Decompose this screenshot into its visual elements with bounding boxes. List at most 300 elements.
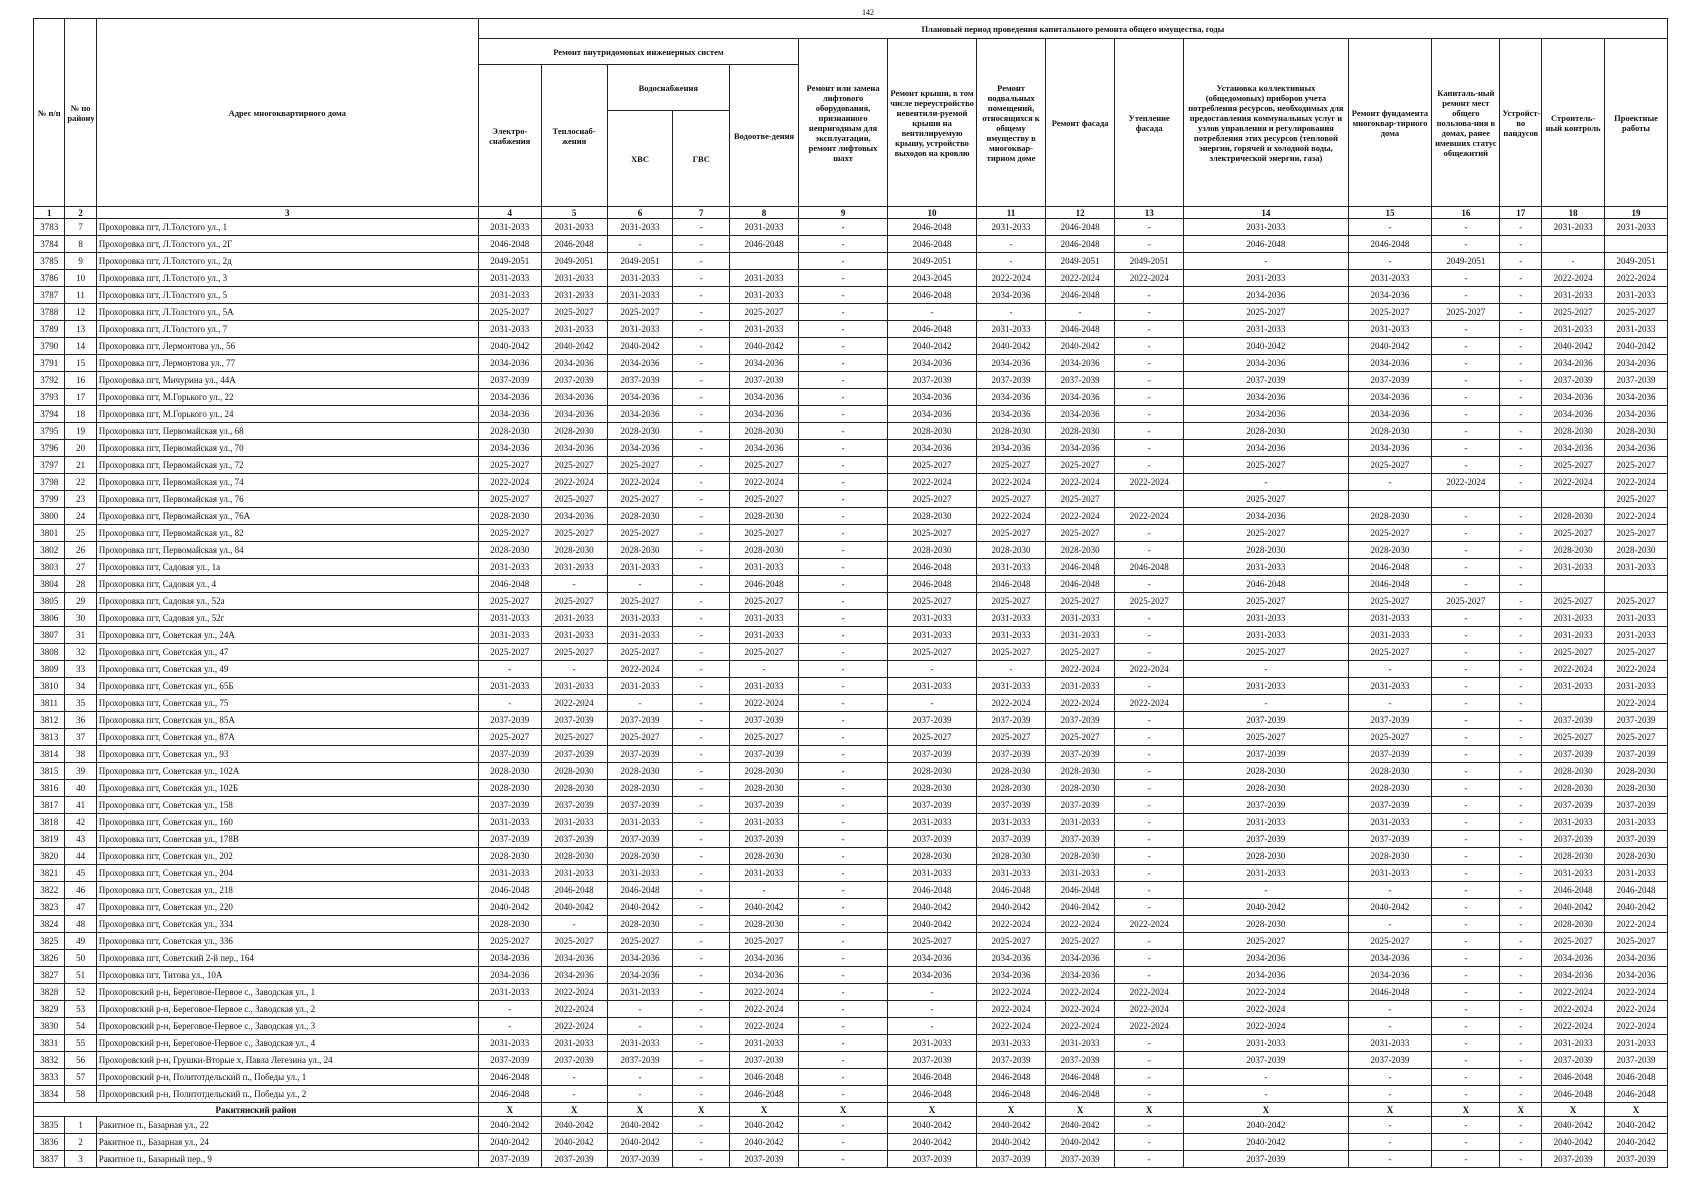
period-cell: 2037-2039 (541, 797, 607, 814)
period-cell: 2025-2027 (730, 525, 799, 542)
row-number: 3785 (34, 253, 65, 270)
table-row (34, 406, 1668, 423)
period-cell: 2031-2033 (607, 321, 673, 338)
column-number-row (34, 207, 1668, 219)
address-cell: Прохоровка пгт, Советская ул., 49 (96, 661, 478, 678)
period-cell: - (1184, 882, 1348, 899)
period-cell: - (1115, 338, 1184, 355)
period-cell: 2049-2051 (888, 253, 977, 270)
period-cell: - (1500, 372, 1542, 389)
period-cell: 2034-2036 (730, 440, 799, 457)
period-cell: 2031-2033 (730, 814, 799, 831)
period-cell: 2022-2024 (977, 984, 1046, 1001)
period-cell: 2040-2042 (977, 1117, 1046, 1134)
period-cell: - (673, 287, 730, 304)
period-cell: 2046-2048 (1184, 236, 1348, 253)
period-cell: - (1432, 882, 1500, 899)
period-cell: 2034-2036 (1184, 389, 1348, 406)
period-cell: - (673, 967, 730, 984)
period-cell: 2046-2048 (1046, 882, 1115, 899)
period-cell: 2025-2027 (1605, 457, 1668, 474)
period-cell: - (1432, 287, 1500, 304)
table-row (34, 1117, 1668, 1134)
period-cell: - (1500, 389, 1542, 406)
period-cell: - (1115, 967, 1184, 984)
period-cell: - (673, 848, 730, 865)
period-cell: - (541, 916, 607, 933)
period-cell: 2034-2036 (1046, 406, 1115, 423)
period-cell: 2028-2030 (607, 508, 673, 525)
row-number: 3837 (34, 1151, 65, 1168)
table-row (34, 797, 1668, 814)
address-cell: Прохоровка пгт, Советская ул., 336 (96, 933, 478, 950)
period-cell: 2046-2048 (1348, 559, 1432, 576)
period-cell: 2046-2048 (1605, 1086, 1668, 1103)
period-cell: 2022-2024 (977, 508, 1046, 525)
address-cell: Прохоровка пгт, Первомайская ул., 82 (96, 525, 478, 542)
period-cell: - (799, 389, 888, 406)
row-number: 3792 (34, 372, 65, 389)
address-cell: Прохоровка пгт, Советская ул., 178В (96, 831, 478, 848)
period-cell: 2025-2027 (1348, 729, 1432, 746)
period-cell: 2037-2039 (478, 372, 541, 389)
period-cell: 2031-2033 (977, 321, 1046, 338)
period-cell: 2034-2036 (730, 950, 799, 967)
row-number: 3806 (34, 610, 65, 627)
period-cell: 2046-2048 (541, 882, 607, 899)
period-cell: - (1432, 576, 1500, 593)
period-cell: 2022-2024 (1115, 1001, 1184, 1018)
district-number: 12 (65, 304, 96, 321)
period-cell: 2040-2042 (1605, 1117, 1668, 1134)
period-cell: 2037-2039 (1348, 746, 1432, 763)
period-cell: - (1115, 389, 1184, 406)
period-cell: - (1115, 814, 1184, 831)
period-cell: 2022-2024 (1605, 916, 1668, 933)
period-cell: 2031-2033 (1542, 1035, 1605, 1052)
period-cell: 2028-2030 (888, 508, 977, 525)
period-cell: 2034-2036 (607, 950, 673, 967)
period-cell: - (1115, 423, 1184, 440)
address-cell: Прохоровка пгт, Лермонтова ул., 56 (96, 338, 478, 355)
period-cell: 2037-2039 (607, 1052, 673, 1069)
period-cell: - (1115, 1151, 1184, 1168)
period-cell: - (1432, 338, 1500, 355)
period-cell: 2040-2042 (977, 1134, 1046, 1151)
address-cell: Прохоровский р-н, Грушки-Вторые х, Павла Легезина ул., 24 (96, 1052, 478, 1069)
row-number: 3824 (34, 916, 65, 933)
period-cell: - (799, 576, 888, 593)
period-cell: - (673, 1086, 730, 1103)
period-cell: 2025-2027 (478, 933, 541, 950)
period-cell: 2046-2048 (1348, 236, 1432, 253)
period-cell: 2025-2027 (1605, 644, 1668, 661)
period-cell: 2022-2024 (977, 270, 1046, 287)
period-cell: 2031-2033 (478, 321, 541, 338)
period-cell: 2040-2042 (1046, 899, 1115, 916)
period-cell: - (1500, 610, 1542, 627)
row-number: 3818 (34, 814, 65, 831)
period-cell: - (541, 1086, 607, 1103)
period-cell: - (799, 1134, 888, 1151)
period-cell: - (799, 355, 888, 372)
period-cell: 2037-2039 (1184, 1151, 1348, 1168)
period-cell: 2028-2030 (730, 848, 799, 865)
district-number: 18 (65, 406, 96, 423)
period-cell: - (1500, 423, 1542, 440)
period-cell: 2037-2039 (1184, 372, 1348, 389)
period-cell: 2040-2042 (1542, 1134, 1605, 1151)
period-cell: - (673, 763, 730, 780)
period-cell: 2031-2033 (1046, 610, 1115, 627)
period-cell: - (1432, 270, 1500, 287)
district-number: 31 (65, 627, 96, 644)
table-row (34, 593, 1668, 610)
period-cell: - (1432, 542, 1500, 559)
period-cell: - (673, 1069, 730, 1086)
period-cell: - (1500, 1134, 1542, 1151)
period-cell: 2028-2030 (730, 542, 799, 559)
period-cell: 2037-2039 (888, 1052, 977, 1069)
period-cell: 2025-2027 (1348, 304, 1432, 321)
period-cell: - (673, 661, 730, 678)
period-cell: - (1500, 559, 1542, 576)
row-number: 3823 (34, 899, 65, 916)
period-cell: 2034-2036 (1184, 440, 1348, 457)
period-cell: 2031-2033 (977, 610, 1046, 627)
period-cell: 2046-2048 (888, 882, 977, 899)
row-number: 3789 (34, 321, 65, 338)
period-cell: 2037-2039 (478, 1052, 541, 1069)
period-cell: 2025-2027 (607, 933, 673, 950)
period-cell: 2034-2036 (1348, 440, 1432, 457)
period-cell: - (888, 695, 977, 712)
period-cell: 2037-2039 (1046, 712, 1115, 729)
period-cell: - (799, 338, 888, 355)
address-cell: Прохоровка пгт, Первомайская ул., 84 (96, 542, 478, 559)
period-cell: - (1115, 457, 1184, 474)
period-cell: - (673, 457, 730, 474)
period-cell: - (888, 304, 977, 321)
period-cell: - (799, 848, 888, 865)
period-cell: - (673, 304, 730, 321)
district-number: 44 (65, 848, 96, 865)
period-cell: 2046-2048 (977, 1069, 1046, 1086)
address-cell: Прохоровка пгт, Садовая ул., 1а (96, 559, 478, 576)
period-cell: 2025-2027 (607, 729, 673, 746)
district-number: 20 (65, 440, 96, 457)
district-mark: Х (478, 1103, 541, 1117)
period-cell: - (1500, 678, 1542, 695)
period-cell: - (1115, 576, 1184, 593)
period-cell: 2034-2036 (1184, 950, 1348, 967)
row-number: 3835 (34, 1117, 65, 1134)
district-number: 58 (65, 1086, 96, 1103)
period-cell: 2025-2027 (1605, 593, 1668, 610)
period-cell: 2025-2027 (1348, 593, 1432, 610)
table-row (34, 236, 1668, 253)
address-cell: Прохоровка пгт, Советская ул., 158 (96, 797, 478, 814)
period-cell: - (673, 406, 730, 423)
period-cell: 2031-2033 (1605, 321, 1668, 338)
period-cell: - (1184, 1069, 1348, 1086)
period-cell: 2025-2027 (1046, 644, 1115, 661)
table-row (34, 950, 1668, 967)
period-cell: 2022-2024 (541, 1018, 607, 1035)
period-cell: - (799, 1035, 888, 1052)
period-cell: - (1500, 882, 1542, 899)
period-cell: - (673, 508, 730, 525)
period-cell: 2031-2033 (607, 610, 673, 627)
period-cell: - (1500, 542, 1542, 559)
period-cell: - (1432, 355, 1500, 372)
period-cell: 2034-2036 (977, 440, 1046, 457)
period-cell: 2043-2045 (888, 270, 977, 287)
period-cell: - (1115, 355, 1184, 372)
period-cell: 2046-2048 (977, 882, 1046, 899)
row-number: 3805 (34, 593, 65, 610)
table-row (34, 219, 1668, 236)
period-cell: - (607, 1086, 673, 1103)
period-cell: 2025-2027 (541, 491, 607, 508)
period-cell: 2025-2027 (1184, 525, 1348, 542)
address-cell: Прохоровка пгт, Л.Толстого ул., 2Г (96, 236, 478, 253)
period-cell: 2037-2039 (607, 712, 673, 729)
address-cell: Прохоровка пгт, Советский 2-й пер., 164 (96, 950, 478, 967)
period-cell: - (799, 899, 888, 916)
period-cell: 2037-2039 (607, 797, 673, 814)
period-cell: - (799, 270, 888, 287)
period-cell: - (799, 406, 888, 423)
period-cell: 2022-2024 (1605, 1001, 1668, 1018)
period-cell: 2025-2027 (478, 491, 541, 508)
period-cell: - (607, 695, 673, 712)
period-cell: 2040-2042 (541, 1117, 607, 1134)
period-cell: - (799, 780, 888, 797)
district-number: 2 (65, 1134, 96, 1151)
period-cell: 2031-2033 (1605, 814, 1668, 831)
period-cell: 2031-2033 (607, 559, 673, 576)
period-cell: - (1348, 253, 1432, 270)
period-cell: - (673, 219, 730, 236)
period-cell: - (799, 712, 888, 729)
period-cell: 2022-2024 (1184, 984, 1348, 1001)
period-cell: - (1115, 287, 1184, 304)
period-cell: 2037-2039 (1542, 1052, 1605, 1069)
address-cell: Прохоровка пгт, Л.Толстого ул., 7 (96, 321, 478, 338)
district-number: 54 (65, 1018, 96, 1035)
period-cell: - (799, 372, 888, 389)
district-number: 52 (65, 984, 96, 1001)
period-cell: - (799, 1117, 888, 1134)
period-cell: 2025-2027 (1348, 525, 1432, 542)
district-number: 50 (65, 950, 96, 967)
period-cell: - (673, 712, 730, 729)
period-cell: - (799, 661, 888, 678)
district-mark: Х (673, 1103, 730, 1117)
period-cell: 2025-2027 (1046, 457, 1115, 474)
address-cell: Прохоровский р-н, Политотдельский п., Победы ул., 1 (96, 1069, 478, 1086)
period-cell: - (673, 882, 730, 899)
row-number: 3817 (34, 797, 65, 814)
district-row (34, 1103, 1668, 1117)
period-cell: - (977, 661, 1046, 678)
period-cell: 2022-2024 (1046, 661, 1115, 678)
period-cell: - (1500, 848, 1542, 865)
period-cell: 2022-2024 (607, 661, 673, 678)
period-cell: 2037-2039 (607, 831, 673, 848)
period-cell: 2034-2036 (541, 406, 607, 423)
period-cell: - (1348, 219, 1432, 236)
period-cell: 2025-2027 (730, 933, 799, 950)
address-cell: Прохоровка пгт, Первомайская ул., 70 (96, 440, 478, 457)
period-cell: 2028-2030 (478, 423, 541, 440)
period-cell: 2046-2048 (888, 219, 977, 236)
period-cell: 2031-2033 (607, 219, 673, 236)
period-cell: - (1184, 253, 1348, 270)
period-cell: - (799, 1069, 888, 1086)
period-cell: 2031-2033 (541, 219, 607, 236)
period-cell: - (673, 695, 730, 712)
period-cell: 2025-2027 (1542, 525, 1605, 542)
table-row (34, 831, 1668, 848)
period-cell: 2049-2051 (1115, 253, 1184, 270)
table-row (34, 270, 1668, 287)
period-cell: - (1432, 729, 1500, 746)
period-cell: - (1432, 695, 1500, 712)
period-cell: 2034-2036 (1184, 355, 1348, 372)
table-row (34, 899, 1668, 916)
period-cell (1542, 576, 1605, 593)
district-number: 22 (65, 474, 96, 491)
period-cell: - (607, 1069, 673, 1086)
period-cell: 2025-2027 (1605, 304, 1668, 321)
period-cell: - (1432, 1035, 1500, 1052)
period-cell: - (799, 219, 888, 236)
period-cell: 2022-2024 (888, 474, 977, 491)
period-cell: 2028-2030 (977, 542, 1046, 559)
period-cell: - (1432, 559, 1500, 576)
period-cell: 2040-2042 (1046, 338, 1115, 355)
period-cell: - (1500, 780, 1542, 797)
period-cell: 2037-2039 (730, 831, 799, 848)
period-cell: 2022-2024 (1542, 984, 1605, 1001)
period-cell: - (673, 525, 730, 542)
period-cell: 2046-2048 (1348, 576, 1432, 593)
period-cell (1115, 491, 1184, 508)
period-cell: - (673, 729, 730, 746)
period-cell: 2040-2042 (1184, 899, 1348, 916)
period-cell: 2028-2030 (1046, 780, 1115, 797)
column-number: 13 (1115, 207, 1184, 219)
period-cell: 2031-2033 (1542, 287, 1605, 304)
row-number: 3801 (34, 525, 65, 542)
period-cell: 2022-2024 (1115, 508, 1184, 525)
period-cell: 2046-2048 (1542, 1069, 1605, 1086)
period-cell: 2034-2036 (607, 440, 673, 457)
period-cell: - (1432, 508, 1500, 525)
period-cell: - (1432, 1001, 1500, 1018)
period-cell: - (673, 491, 730, 508)
period-cell: - (478, 1001, 541, 1018)
period-cell: 2022-2024 (1605, 270, 1668, 287)
district-number: 3 (65, 1151, 96, 1168)
period-cell: - (1432, 661, 1500, 678)
period-cell: - (673, 270, 730, 287)
period-cell: - (1115, 1069, 1184, 1086)
period-cell: - (1500, 576, 1542, 593)
period-cell: 2040-2042 (607, 899, 673, 916)
period-cell: 2028-2030 (730, 780, 799, 797)
period-cell: 2040-2042 (977, 899, 1046, 916)
period-cell: 2037-2039 (977, 1151, 1046, 1168)
period-cell: - (799, 967, 888, 984)
address-cell: Ракитное п., Базарная ул., 22 (96, 1117, 478, 1134)
district-mark: Х (888, 1103, 977, 1117)
period-cell: - (799, 236, 888, 253)
period-cell: 2025-2027 (1184, 593, 1348, 610)
period-cell: 2031-2033 (1348, 321, 1432, 338)
period-cell: 2046-2048 (1046, 287, 1115, 304)
period-cell: 2031-2033 (730, 559, 799, 576)
period-cell: 2025-2027 (1542, 729, 1605, 746)
period-cell: - (799, 508, 888, 525)
period-cell: 2031-2033 (607, 814, 673, 831)
period-cell: 2028-2030 (607, 423, 673, 440)
column-number: 19 (1605, 207, 1668, 219)
period-cell: 2040-2042 (1542, 338, 1605, 355)
period-cell (1542, 695, 1605, 712)
period-cell: 2034-2036 (888, 406, 977, 423)
period-cell: 2028-2030 (541, 763, 607, 780)
period-cell: 2031-2033 (1542, 610, 1605, 627)
district-number: 25 (65, 525, 96, 542)
header-water-supply: Водоснабжения (607, 65, 729, 111)
period-cell: 2031-2033 (1348, 270, 1432, 287)
period-cell: 2025-2027 (888, 593, 977, 610)
period-cell: 2031-2033 (1605, 287, 1668, 304)
period-cell: - (1500, 474, 1542, 491)
period-cell: - (799, 559, 888, 576)
period-cell: 2046-2048 (730, 1069, 799, 1086)
period-cell: 2031-2033 (977, 219, 1046, 236)
period-cell: 2025-2027 (607, 457, 673, 474)
period-cell: 2040-2042 (730, 1117, 799, 1134)
row-number: 3804 (34, 576, 65, 593)
row-number: 3793 (34, 389, 65, 406)
period-cell: - (1115, 644, 1184, 661)
period-cell (1348, 491, 1432, 508)
period-cell: - (673, 627, 730, 644)
table-row (34, 712, 1668, 729)
period-cell: 2037-2039 (1542, 712, 1605, 729)
period-cell: 2025-2027 (478, 644, 541, 661)
district-number: 14 (65, 338, 96, 355)
period-cell: 2025-2027 (478, 457, 541, 474)
period-cell: - (799, 695, 888, 712)
period-cell: 2022-2024 (730, 474, 799, 491)
district-number: 45 (65, 865, 96, 882)
period-cell: - (673, 1117, 730, 1134)
period-cell: 2040-2042 (541, 899, 607, 916)
period-cell: 2031-2033 (541, 321, 607, 338)
period-cell: - (1500, 644, 1542, 661)
period-cell: 2025-2027 (1046, 525, 1115, 542)
period-cell: 2028-2030 (1348, 848, 1432, 865)
period-cell: 2028-2030 (1348, 780, 1432, 797)
period-cell: 2022-2024 (607, 474, 673, 491)
period-cell: 2034-2036 (977, 406, 1046, 423)
